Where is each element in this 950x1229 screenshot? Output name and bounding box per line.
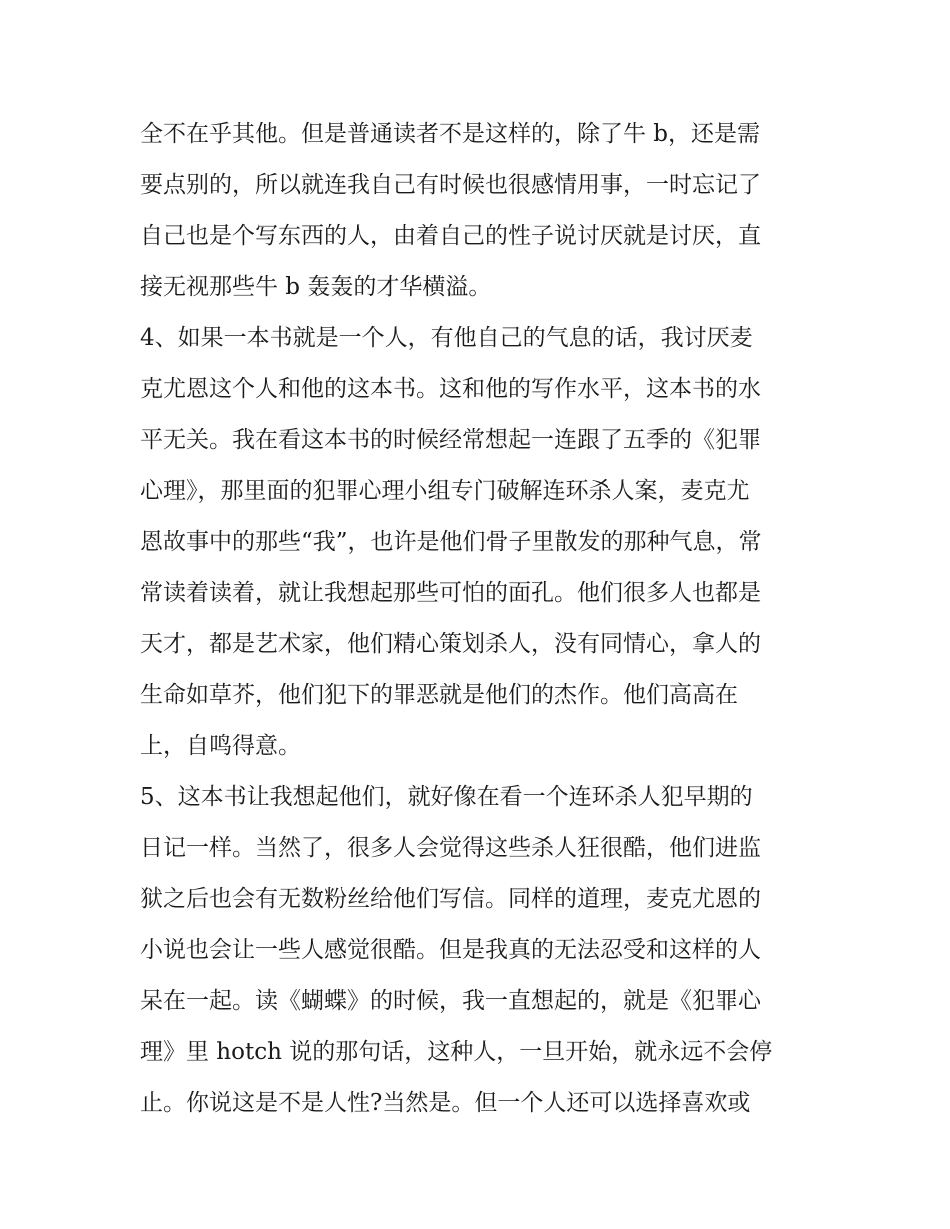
- text-line: 止。你说这是不是人性?当然是。但一个人还可以选择喜欢或: [140, 1090, 751, 1116]
- text-line: 小说也会让一些人感觉很酷。但是我真的无法忍受和这样的人: [140, 937, 761, 963]
- text-line: 理》里 hotch 说的那句话，这种人，一旦开始，就永远不会停: [140, 1039, 773, 1065]
- text-line: 日记一样。当然了，很多人会觉得这些杀人狂很酷，他们进监: [140, 835, 761, 861]
- text-line: 上，自鸣得意。: [140, 733, 301, 759]
- text-line: 全不在乎其他。但是普通读者不是这样的，除了牛 b，还是需: [140, 121, 761, 147]
- text-line: 狱之后也会有无数粉丝给他们写信。同样的道理，麦克尤恩的: [140, 886, 761, 912]
- text-line: 恩故事中的那些“我”，也许是他们骨子里散发的那种气息，常: [140, 529, 762, 555]
- body-text: [140, 109, 820, 1129]
- text-line: 平无关。我在看这本书的时候经常想起一连跟了五季的《犯罪: [140, 427, 761, 453]
- text-line: 要点别的，所以就连我自己有时候也很感情用事，一时忘记了: [140, 172, 761, 198]
- text-line: 呆在一起。读《蝴蝶》的时候，我一直想起的，就是《犯罪心: [140, 988, 761, 1014]
- text-line: 心理》，那里面的犯罪心理小组专门破解连环杀人案，麦克尤: [140, 478, 750, 504]
- text-line: 天才，都是艺术家，他们精心策划杀人，没有同情心，拿人的: [140, 631, 761, 657]
- text-line: 生命如草芥，他们犯下的罪恶就是他们的杰作。他们高高在: [140, 682, 738, 708]
- text-line: 4、如果一本书就是一个人，有他自己的气息的话，我讨厌麦: [140, 325, 753, 351]
- text-line: 自己也是个写东西的人，由着自己的性子说讨厌就是讨厌，直: [140, 223, 761, 249]
- text-line: 克尤恩这个人和他的这本书。这和他的写作水平，这本书的水: [140, 376, 761, 402]
- text-line: 5、这本书让我想起他们，就好像在看一个连环杀人犯早期的: [140, 784, 753, 810]
- text-line: 常读着读着，就让我想起那些可怕的面孔。他们很多人也都是: [140, 580, 761, 606]
- text-line: 接无视那些牛 b 轰轰的才华横溢。: [140, 274, 492, 300]
